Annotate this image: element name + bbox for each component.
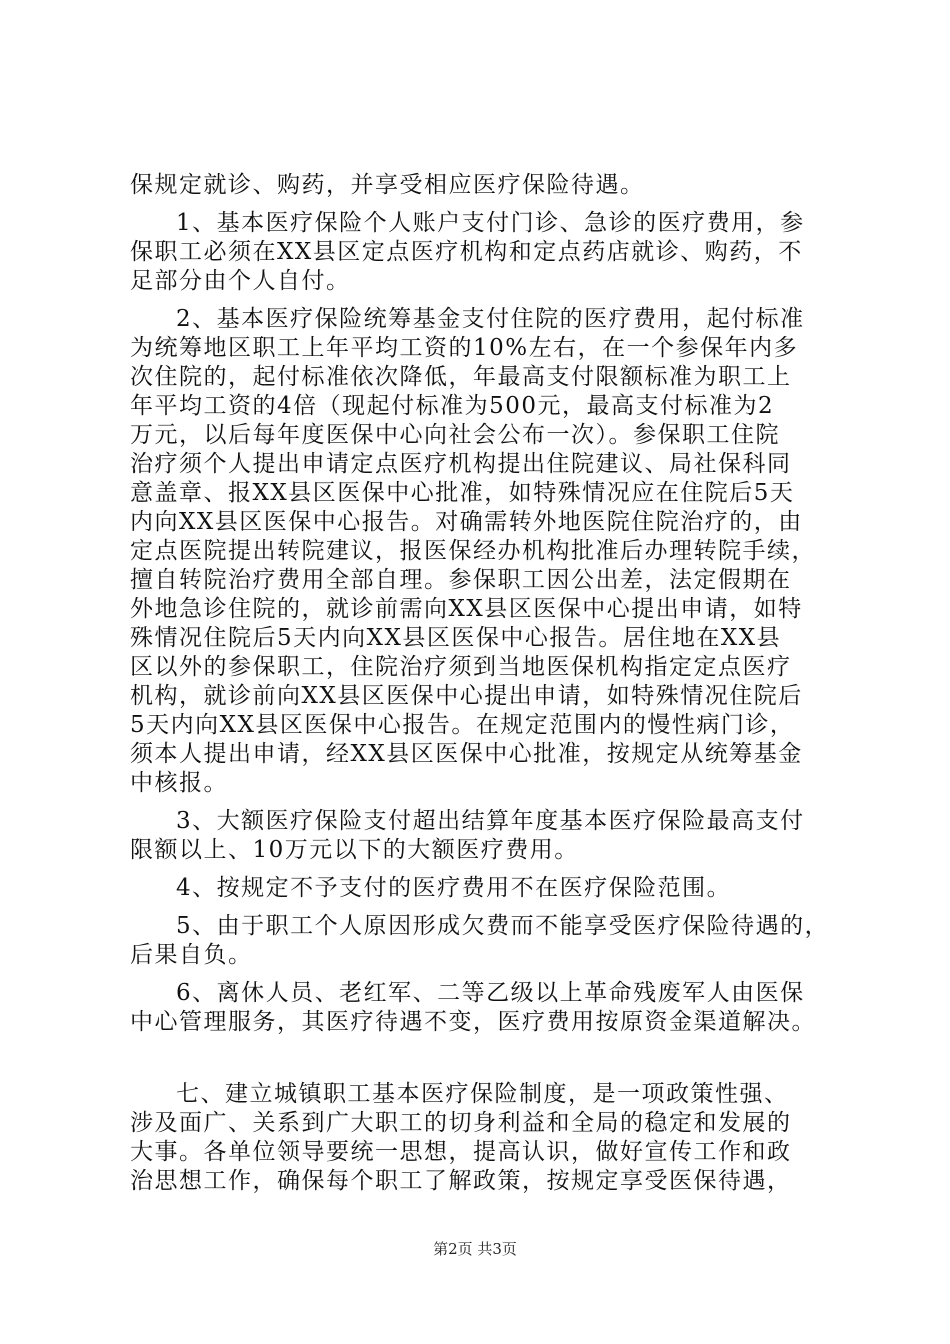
page-number-footer: 第2页 共3页: [433, 1240, 517, 1258]
text-line: 定点医院提出转院建议，报医保经办机构批准后办理转院手续，: [130, 538, 816, 564]
text-line: 外地急诊住院的，就诊前需向XX县区医保中心提出申请，如特: [130, 596, 803, 622]
text-line: 内向XX县区医保中心报告。对确需转外地医院住院治疗的，由: [130, 509, 803, 535]
text-line: 意盖章、报XX县区医保中心批准，如特殊情况应在住院后5天: [130, 480, 795, 506]
text-line: 中核报。: [130, 770, 228, 796]
text-line: 限额以上、10万元以下的大额医疗费用。: [130, 837, 579, 863]
text-line: 5、由于职工个人原因形成欠费而不能享受医疗保险待遇的，: [176, 913, 830, 939]
text-line: 涉及面广、关系到广大职工的切身利益和全局的稳定和发展的: [130, 1110, 792, 1136]
text-line: 殊情况住院后5天内向XX县区医保中心报告。居住地在XX县: [130, 625, 782, 651]
text-line: 大事。各单位领导要统一思想，提高认识，做好宣传工作和政: [130, 1139, 792, 1165]
text-line: 保职工必须在XX县区定点医疗机构和定点药店就诊、购药，不: [130, 239, 803, 265]
text-line: 保规定就诊、购药，并享受相应医疗保险待遇。: [130, 172, 645, 198]
text-line: 万元，以后每年度医保中心向社会公布一次）。参保职工住院: [130, 422, 780, 448]
text-line: 4、按规定不予支付的医疗费用不在医疗保险范围。: [176, 875, 732, 901]
text-line: 年平均工资的4倍（现起付标准为500元，最高支付标准为2: [130, 393, 775, 419]
text-line: 须本人提出申请，经XX县区医保中心批准，按规定从统筹基金: [130, 741, 803, 767]
text-line: 足部分由个人自付。: [130, 268, 351, 294]
text-line: 5天内向XX县区医保中心报告。在规定范围内的慢性病门诊，: [130, 712, 795, 738]
text-line: 为统筹地区职工上年平均工资的10%左右，在一个参保年内多: [130, 335, 799, 361]
text-line: 擅自转院治疗费用全部自理。参保职工因公出差，法定假期在: [130, 567, 792, 593]
text-line: 治疗须个人提出申请定点医疗机构提出住院建议、局社保科同: [130, 451, 792, 477]
text-line: 次住院的，起付标准依次降低，年最高支付限额标准为职工上: [130, 364, 792, 390]
text-line: 3、大额医疗保险支付超出结算年度基本医疗保险最高支付: [176, 808, 805, 834]
text-line: 后果自负。: [130, 942, 253, 968]
text-line: 七、建立城镇职工基本医疗保险制度，是一项政策性强、: [176, 1081, 789, 1107]
text-line: 2、基本医疗保险统筹基金支付住院的医疗费用，起付标准: [176, 306, 805, 332]
text-line: 1、基本医疗保险个人账户支付门诊、急诊的医疗费用，参: [176, 210, 805, 236]
text-line: 机构，就诊前向XX县区医保中心提出申请，如特殊情况住院后: [130, 683, 803, 709]
text-line: 6、离休人员、老红军、二等乙级以上革命残废军人由医保: [176, 980, 805, 1006]
text-line: 治思想工作，确保每个职工了解政策，按规定享受医保待遇，: [130, 1168, 792, 1194]
text-line: 中心管理服务，其医疗待遇不变，医疗费用按原资金渠道解决。: [130, 1009, 816, 1035]
text-line: 区以外的参保职工，住院治疗须到当地医保机构指定定点医疗: [130, 654, 792, 680]
